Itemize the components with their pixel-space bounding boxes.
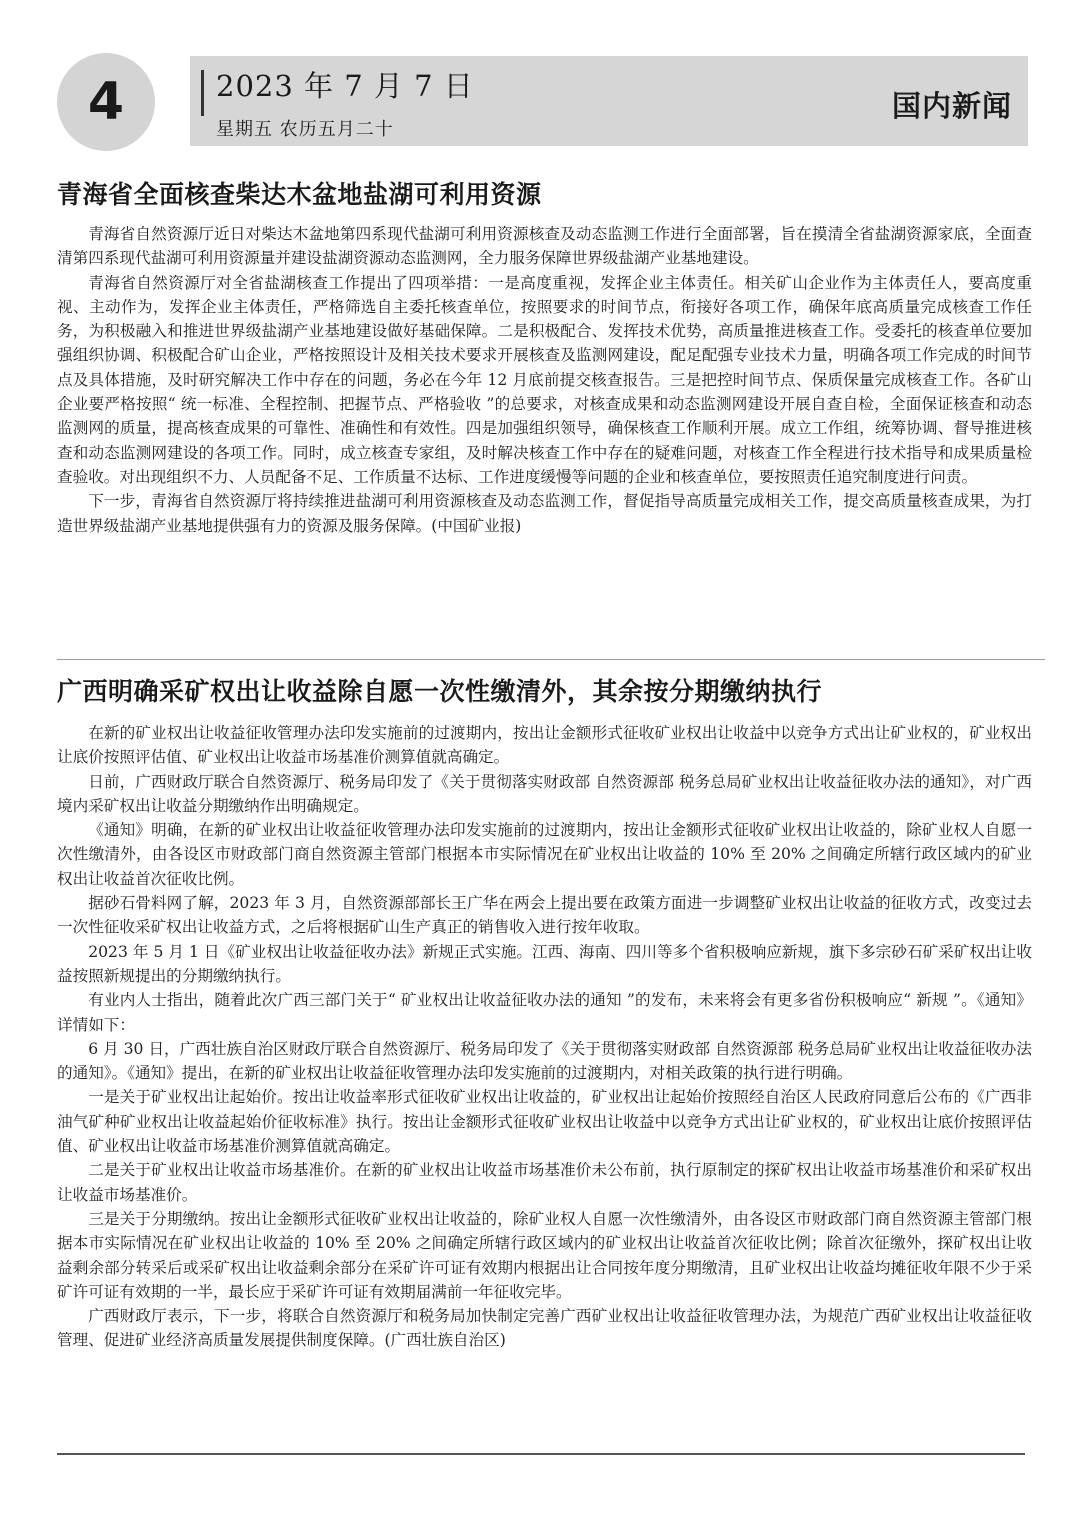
article-paragraph: 三是关于分期缴纳。按出让金额形式征收矿业权出让收益的，除矿业权人自愿一次性缴清外，由各设区市财政部门商自然资源主管部门根据本市实际情况在矿业权出让收益的 10% 至 20% 之间确定所辖行政区域内的矿业权出让收益首次征收比例；除首次征缴外，探矿权出让收益剩余部分转采后或采矿权出让收益剩余部分在采矿许可证有效期内根据出让合同按年度分期缴清，且矿业权出让收益均摊征收年限不少于采矿许可证有效期的一半，最长应于采矿许可证有效期届满前一年征收完毕。 bbox=[57, 1209, 1032, 1301]
article-paragraph: 青海省自然资源厅对全省盐湖核查工作提出了四项举措：一是高度重视，发挥企业主体责任。相关矿山企业作为主体责任人，要高度重视、主动作为，发挥企业主体责任，严格筛选自主委托核查单位，按照要求的时间节点，衔接好各项工作，确保年底高质量完成核查工作任务，为积极融入和推进世界级盐湖产业基地建设做好基础保障。二是积极配合、发挥技术优势，高质量推进核查工作。受委托的核查单位要加强组织协调、积极配合矿山企业，严格按照设计及相关技术要求开展核查及监测网建设，配足配强专业技术力量，明确各项工作完成的时间节点及具体措施，及时研究解决工作中存在的问题，务必在今年 12 月底前提交核查报告。三是把控时间节点、保质保量完成核查工作。各矿山企业要严格按照“ 统一标准、全程控制、把握节点、严格验收 ”的总要求，对核查成果和动态监测网建设开展自查自检，全面保证核查和动态监测网的质量，提高核查成果的可靠性、准确性和有效性。四是加强组织领导，确保核查工作顺利开展。成立工作组，统筹协调、督导推进核查和动态监测网建设的各项工作。同时，成立核查专家组，及时解决核查工作中存在的疑难问题，对核查工作全程进行技术指导和成果质量检查验收。对出现组织不力、人员配备不足、工作质量不达标、工作进度缓慢等问题的企业和核查单位，要按照责任追究制度进行问责。 bbox=[57, 273, 1032, 486]
article-headline: 青海省全面核查柴达木盆地盐湖可利用资源 bbox=[57, 180, 542, 209]
article-paragraph: 《通知》明确，在新的矿业权出让收益征收管理办法印发实施前的过渡期内，按出让金额形式征收矿业权出让收益的，除矿业权人自愿一次性缴清外，由各设区市财政部门商自然资源主管部门根据本市实际情况在矿业权出让收益的 10% 至 20% 之间确定所辖行政区域内的矿业权出让收益首次征收比例。 bbox=[57, 821, 1032, 888]
article-paragraph: 据砂石骨料网了解，2023 年 3 月，自然资源部部长王广华在两会上提出要在政策方面进一步调整矿业权出让收益的征收方式，改变过去一次性征收采矿权出让收益方式，之后将根据矿山生产真正的销售收入进行按年收取。 bbox=[57, 894, 1032, 937]
article-headline: 广西明确采矿权出让收益除自愿一次性缴清外，其余按分期缴纳执行 bbox=[57, 677, 823, 706]
article-paragraph: 6 月 30 日，广西壮族自治区财政厅联合自然资源厅、税务局印发了《关于贯彻落实财政部 自然资源部 税务总局矿业权出让收益征收办法的通知》。《通知》提出，在新的矿业权出让收益征收管理办法印发实施前的过渡期内，对相关政策的执行进行明确。 bbox=[57, 1039, 1032, 1083]
article-paragraph: 2023 年 5 月 1 日《矿业权出让收益征收办法》新规正式实施。江西、海南、四川等多个省积极响应新规，旗下多宗砂石矿采矿权出让收益按照新规提出的分期缴纳执行。 bbox=[57, 942, 1032, 985]
page-number: 4 bbox=[57, 53, 155, 151]
article-paragraph: 日前，广西财政厅联合自然资源厅、税务局印发了《关于贯彻落实财政部 自然资源部 税务总局矿业权出让收益征收办法的通知》，对广西境内采矿权出让收益分期缴纳作出明确规定。 bbox=[57, 772, 1032, 815]
header-divider bbox=[201, 70, 204, 116]
section-title: 国内新闻 bbox=[891, 89, 1012, 123]
article-paragraph: 二是关于矿业权出让收益市场基准价。在新的矿业权出让收益市场基准价未公布前，执行原制定的探矿权出让收益市场基准价和采矿权出让收益市场基准价。 bbox=[57, 1161, 1032, 1204]
article-paragraph: 一是关于矿业权出让起始价。按出让收益率形式征收矿业权出让收益的，矿业权出让起始价按照经自治区人民政府同意后公布的《广西非油气矿种矿业权出让收益起始价征收标准》执行。按出让金额形式征收矿业权出让收益中以竞争方式出让矿业权的，矿业权出让底价按照评估值、矿业权出让收益市场基准价测算值就高确定。 bbox=[57, 1088, 1032, 1156]
article-paragraph: 青海省自然资源厅近日对柴达木盆地第四系现代盐湖可利用资源核查及动态监测工作进行全面部署，旨在摸清全省盐湖资源家底，全面查清第四系现代盐湖可利用资源量并建设盐湖资源动态监测网，全力服务保障世界级盐湖产业基地建设。 bbox=[57, 225, 1032, 268]
article-qinghai bbox=[57, 174, 1032, 538]
weekday-lunar-date: 星期五 农历五月二十 bbox=[216, 119, 394, 140]
article-divider bbox=[57, 659, 1045, 660]
article-paragraph: 有业内人士指出，随着此次广西三部门关于“ 矿业权出让收益征收办法的通知 ”的发布，未来将会有更多省份积极响应“ 新规 ”。《通知》详情如下： bbox=[57, 991, 1032, 1034]
article-guangxi bbox=[57, 671, 1032, 1353]
article-paragraph: 在新的矿业权出让收益征收管理办法印发实施前的过渡期内，按出让金额形式征收矿业权出让收益中以竞争方式出让矿业权的，矿业权出让底价按照评估值、矿业权出让收益市场基准价测算值就高确定。 bbox=[57, 724, 1032, 767]
page-bottom-rule bbox=[57, 1453, 1025, 1455]
article-paragraph: 下一步，青海省自然资源厅将持续推进盐湖可利用资源核查及动态监测工作，督促指导高质量完成相关工作，提交高质量核查成果，为打造世界级盐湖产业基地提供强有力的资源及服务保障。(中国矿业报) bbox=[57, 492, 1032, 535]
article-paragraph: 广西财政厅表示，下一步，将联合自然资源厅和税务局加快制定完善广西矿业权出让收益征收管理办法，为规范广西矿业权出让收益征收管理、促进矿业经济高质量发展提供制度保障。(广西壮族自治区) bbox=[57, 1307, 1032, 1350]
issue-date: 2023 年 7 月 7 日 bbox=[216, 69, 474, 103]
